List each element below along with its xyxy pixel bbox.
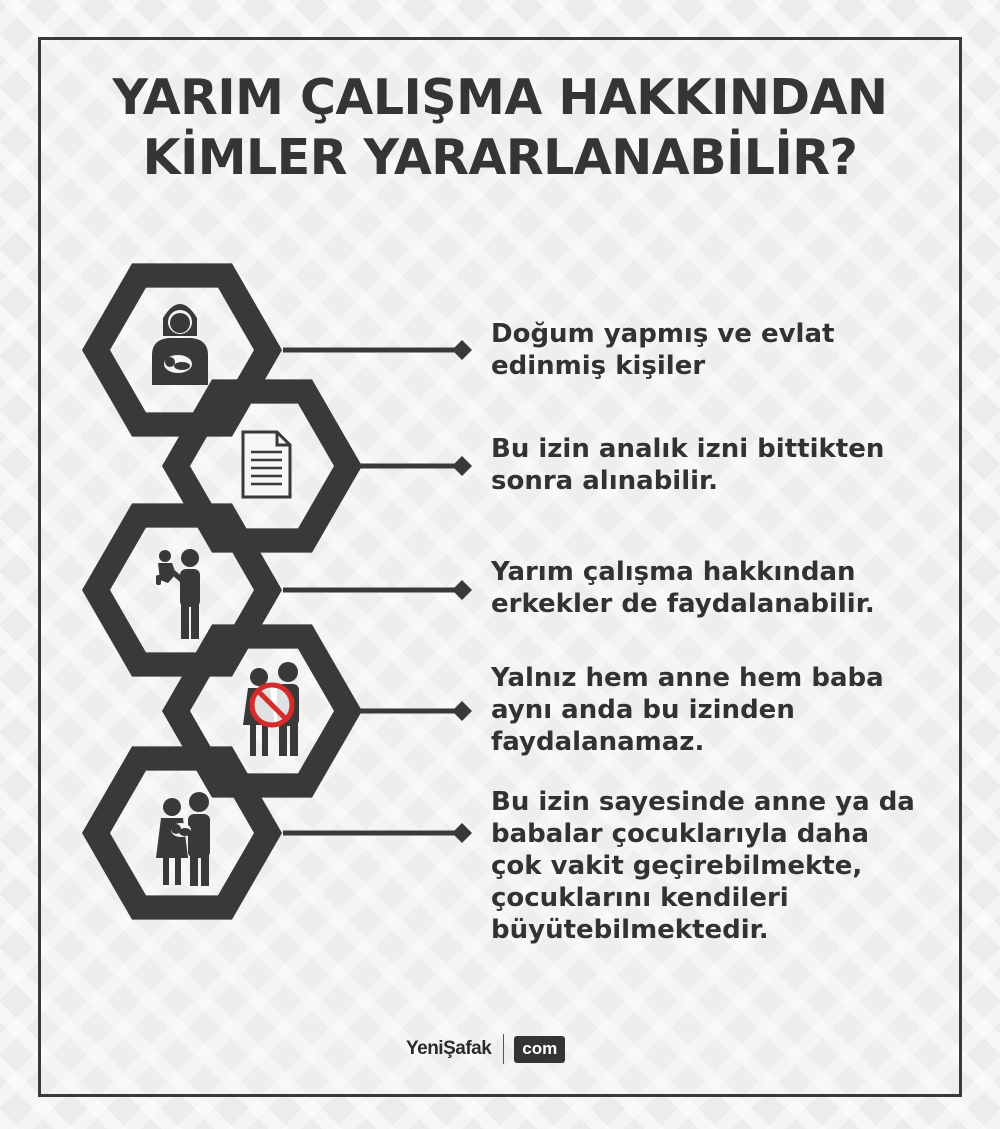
family-icon [156,792,210,886]
connector-dot-1 [452,340,472,360]
connector-dot-4 [452,701,472,721]
mother-nursing-icon [152,304,208,385]
brand-suffix-badge: com [514,1036,565,1063]
connector-dot-5 [452,823,472,843]
item-text-3: Yarım çalışma hakkından erkekler de faydalanabilir. [491,557,875,619]
item-text-5: Bu izin sayesinde anne ya da babalar çocuklarıyla daha çok vakit geçirebilmekte, çocuklarını kendileri büyütebilmektedir. [491,787,915,945]
item-text-4: Yalnız hem anne hem baba aynı anda bu izinden faydalanamaz. [491,663,884,757]
father-child-icon [156,549,200,639]
title-line-1: YARIM ÇALIŞMA HAKKINDAN [112,69,888,126]
document-icon [243,432,290,497]
brand-separator [503,1034,504,1064]
brand-name: YeniŞafak [406,1038,492,1059]
item-text-2: Bu izin analık izni bittikten sonra alınabilir. [491,434,885,496]
title-line-2: KİMLER YARARLANABİLİR? [142,129,858,186]
item-text-1: Doğum yapmış ve evlat edinmiş kişiler [491,319,835,381]
connector-dot-3 [452,580,472,600]
connector-dot-2 [452,456,472,476]
no-parents-icon [243,662,299,756]
footer-logo [406,1034,565,1064]
